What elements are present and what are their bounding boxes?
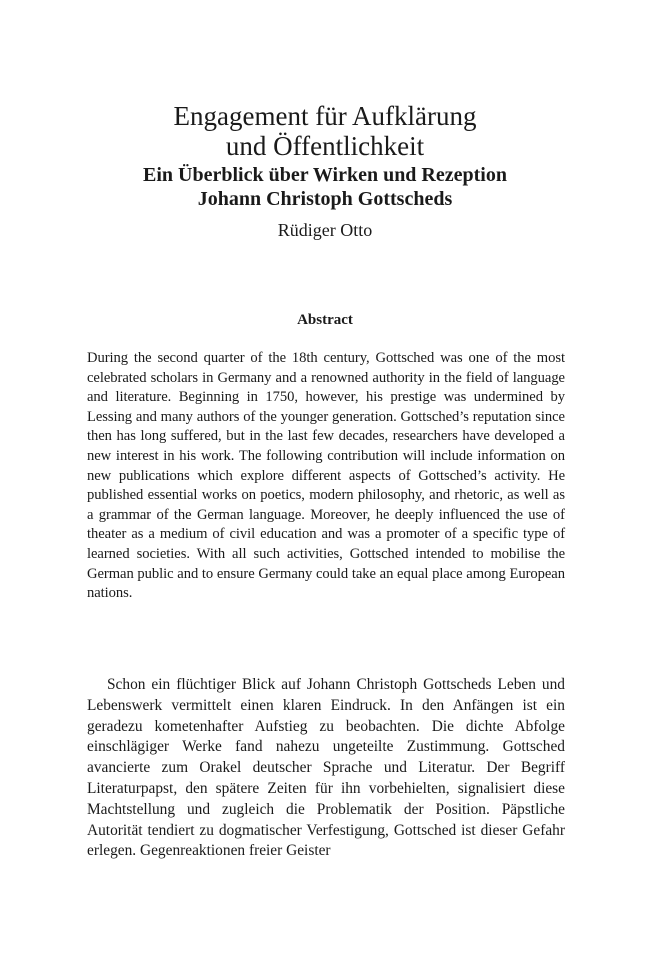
subtitle-line-2: Johann Christoph Gottscheds [197, 188, 453, 210]
title-line-1: Engagement für Aufklärung [173, 101, 477, 131]
body-paragraph: Schon ein flüchtiger Blick auf Johann Christoph Gottscheds Leben und Lebenswerk vermittelt einen klaren Eindruck. In den Anfängen ist ein geradezu kometenhafter Aufstieg zu beobachten. Die dichte Abfolge einschlägiger Werke fand nahezu ungeteilte Zustimmung. Gottsched avancierte zum Orakel deutscher Sprache und Literatur. Der Begriff Literaturpapst, den spätere Zeiten für ihn vorbehielten, signalisiert diese Machtstellung und zugleich die Problematik der Position. Päpstliche Autorität tendiert zu dogmatischer Verfestigung, Gottsched ist dieser Gefahr erlegen. Gegenreaktionen freier Geister [87, 676, 565, 860]
article-title [0, 101, 650, 161]
subtitle-line-1: Ein Überblick über Wirken und Rezeption [143, 164, 507, 186]
article-subtitle [0, 163, 650, 211]
title-line-2: und Öffentlichkeit [225, 131, 425, 161]
abstract-heading: Abstract [297, 312, 353, 328]
abstract-text: During the second quarter of the 18th century, Gottsched was one of the most celebrated scholars in Germany and a renowned authority in the field of language and literature. Beginning in 1750, however, his prestige was undermined by Lessing and many authors of the younger generation. Gottsched’s reputation since then has long suffered, but in the last few decades, researchers have developed a new interest in his work. The following contribution will include information on new publications which explore different aspects of Gottsched’s activity. He published essential works on poetics, modern philosophy, and rhetoric, as well as a grammar of the German language. Moreover, he deeply influenced the use of theater as a medium of civil education and was a promoter of a specific type of learned societies. With all such activities, Gottsched intended to mobilise the German public and to ensure Germany could take an equal place among European nations. [87, 350, 565, 602]
author-name: Rüdiger Otto [277, 220, 373, 240]
